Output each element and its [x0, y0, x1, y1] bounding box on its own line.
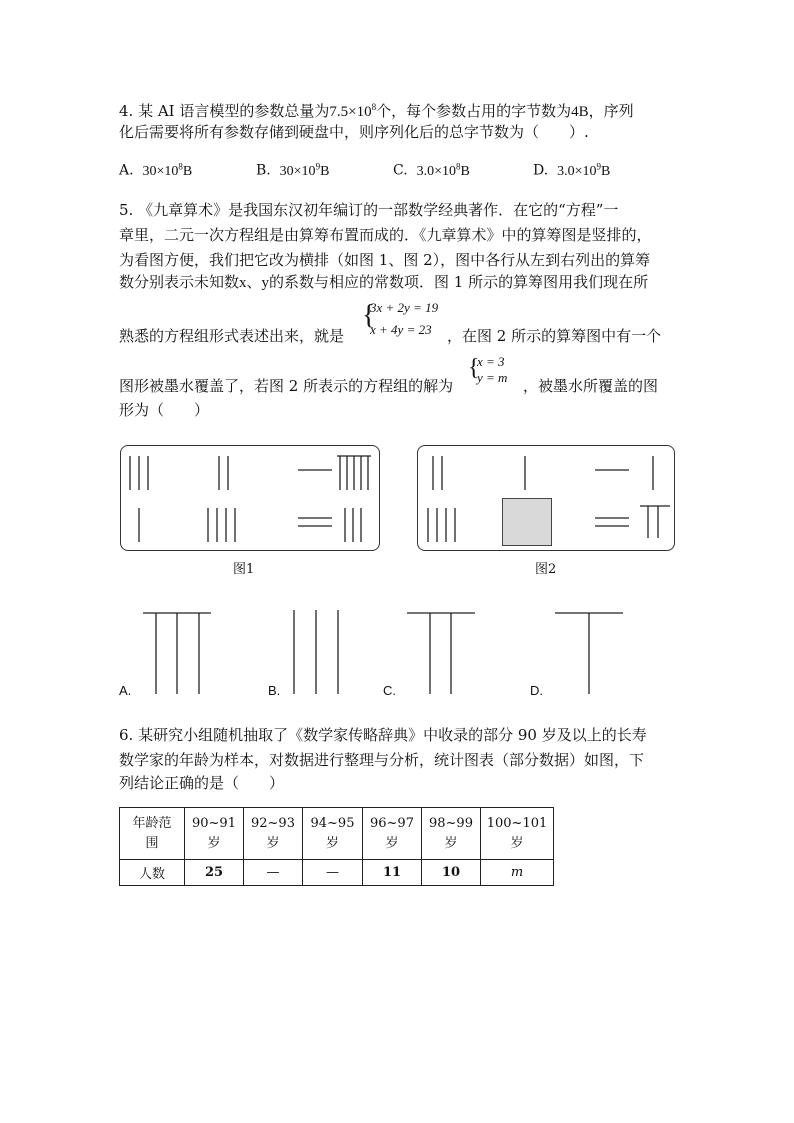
q5-line5a: 熟悉的方程组形式表述出来，就是 [119, 327, 345, 345]
q5-option-d-figure[interactable] [555, 610, 625, 694]
table-cell: — [244, 860, 303, 886]
table-cell: 25 [185, 860, 244, 886]
table-header-cell: 98~99 岁 [422, 808, 481, 860]
figure-1-caption: 图1 [233, 562, 255, 577]
q4-option-a[interactable]: A. $30\times 10^8B$ [119, 161, 193, 179]
q4-option-c[interactable]: C. $3.0\times 10^8B$ [393, 161, 470, 179]
table-header-cell: 100~101 岁 [481, 808, 554, 860]
q5-system-2: { x = 3 y = m [468, 354, 508, 385]
age-stat-table [119, 807, 554, 886]
table-header-row [120, 808, 554, 860]
q5-line5b: ，在图 2 所示的算筹图中有一个 [447, 327, 662, 345]
q6-line2: 数学家的年龄为样本，对数据进行整理与分析，统计图表（部分数据）如图，下 [119, 751, 645, 769]
q4-line2: 化后需要将所有参数存储到硬盘中，则序列化后的总字节数为（ ）. [119, 123, 589, 141]
q5-option-a-label[interactable]: A. [119, 683, 132, 698]
q6-line3: 列结论正确的是（ ） [119, 774, 285, 792]
q5-option-c-label[interactable]: C. [383, 683, 396, 698]
q5-line2: 章里，二元一次方程组是由算筹布置而成的．《九章算术》中的算筹图是竖排的， [119, 226, 652, 244]
q4-bytes: 4B [571, 104, 589, 120]
brace-icon: { [362, 300, 376, 331]
q5-line3: 为看图方便，我们把它改为横排（如图 1、图 2），图中各行从左到右列出的算筹 [119, 251, 651, 269]
figure-1 [120, 445, 380, 551]
q5-option-b-label[interactable]: B. [268, 683, 281, 698]
q5-vars: x、y [239, 275, 270, 291]
q4-text-b: 个，每个参数占用的字节数为 [376, 102, 572, 120]
table-row [120, 860, 554, 886]
q4-option-d[interactable]: D. $3.0\times 10^9B$ [533, 161, 611, 179]
q5-option-a-figure[interactable] [143, 610, 213, 694]
q6-line1: 6. 某研究小组随机抽取了《数学家传略辞典》中收录的部分 90 岁及以上的长寿 [119, 726, 647, 744]
q5-system-1: { 3x + 2y = 19 x + 4y = 23 [362, 300, 439, 337]
q5-line6a: 图形被墨水覆盖了，若图 2 所表示的方程组的解为 [119, 377, 454, 395]
q5-line7: 形为（ ） [119, 401, 210, 419]
q4-text-c: ，序列 [588, 102, 634, 120]
figure-1-counting-rods [121, 446, 379, 550]
q5-option-d-label[interactable]: D. [530, 683, 543, 698]
table-cell: 11 [363, 860, 422, 886]
q5-line6b: ，被墨水所覆盖的图 [523, 377, 659, 395]
q5-option-b-figure[interactable] [285, 610, 345, 694]
q4-option-b[interactable]: B. $30\times 10^9B$ [256, 161, 330, 179]
table-header-cell: 92~93 岁 [244, 808, 303, 860]
table-cell: — [303, 860, 363, 886]
q4-line1 [119, 97, 634, 122]
table-header-cell: 94~95 岁 [303, 808, 363, 860]
figure-2-caption: 图2 [535, 562, 557, 577]
table-row-label: 人数 [120, 860, 185, 886]
q4-text-a: 4. 某 AI 语言模型的参数总量为 [119, 102, 330, 120]
table-cell: 10 [422, 860, 481, 886]
table-header-cell: 90~91 岁 [185, 808, 244, 860]
q5-line4: 数分别表示未知数x、y的系数与相应的常数项．图 1 所示的算筹图用我们现在所 [119, 273, 649, 291]
brace-icon: { [468, 355, 480, 381]
figure-2 [417, 445, 675, 551]
table-header-cell: 年龄范 围 [120, 808, 185, 860]
table-cell: m [481, 860, 554, 886]
q5-option-c-figure[interactable] [407, 610, 477, 694]
ink-blot [502, 498, 552, 546]
table-header-cell: 96~97 岁 [363, 808, 422, 860]
q4-param-count: $7.5\times 10^8$ [329, 102, 377, 120]
q5-line1: 5. 《九章算术》是我国东汉初年编订的一部数学经典著作．在它的“方程”一 [119, 201, 619, 219]
